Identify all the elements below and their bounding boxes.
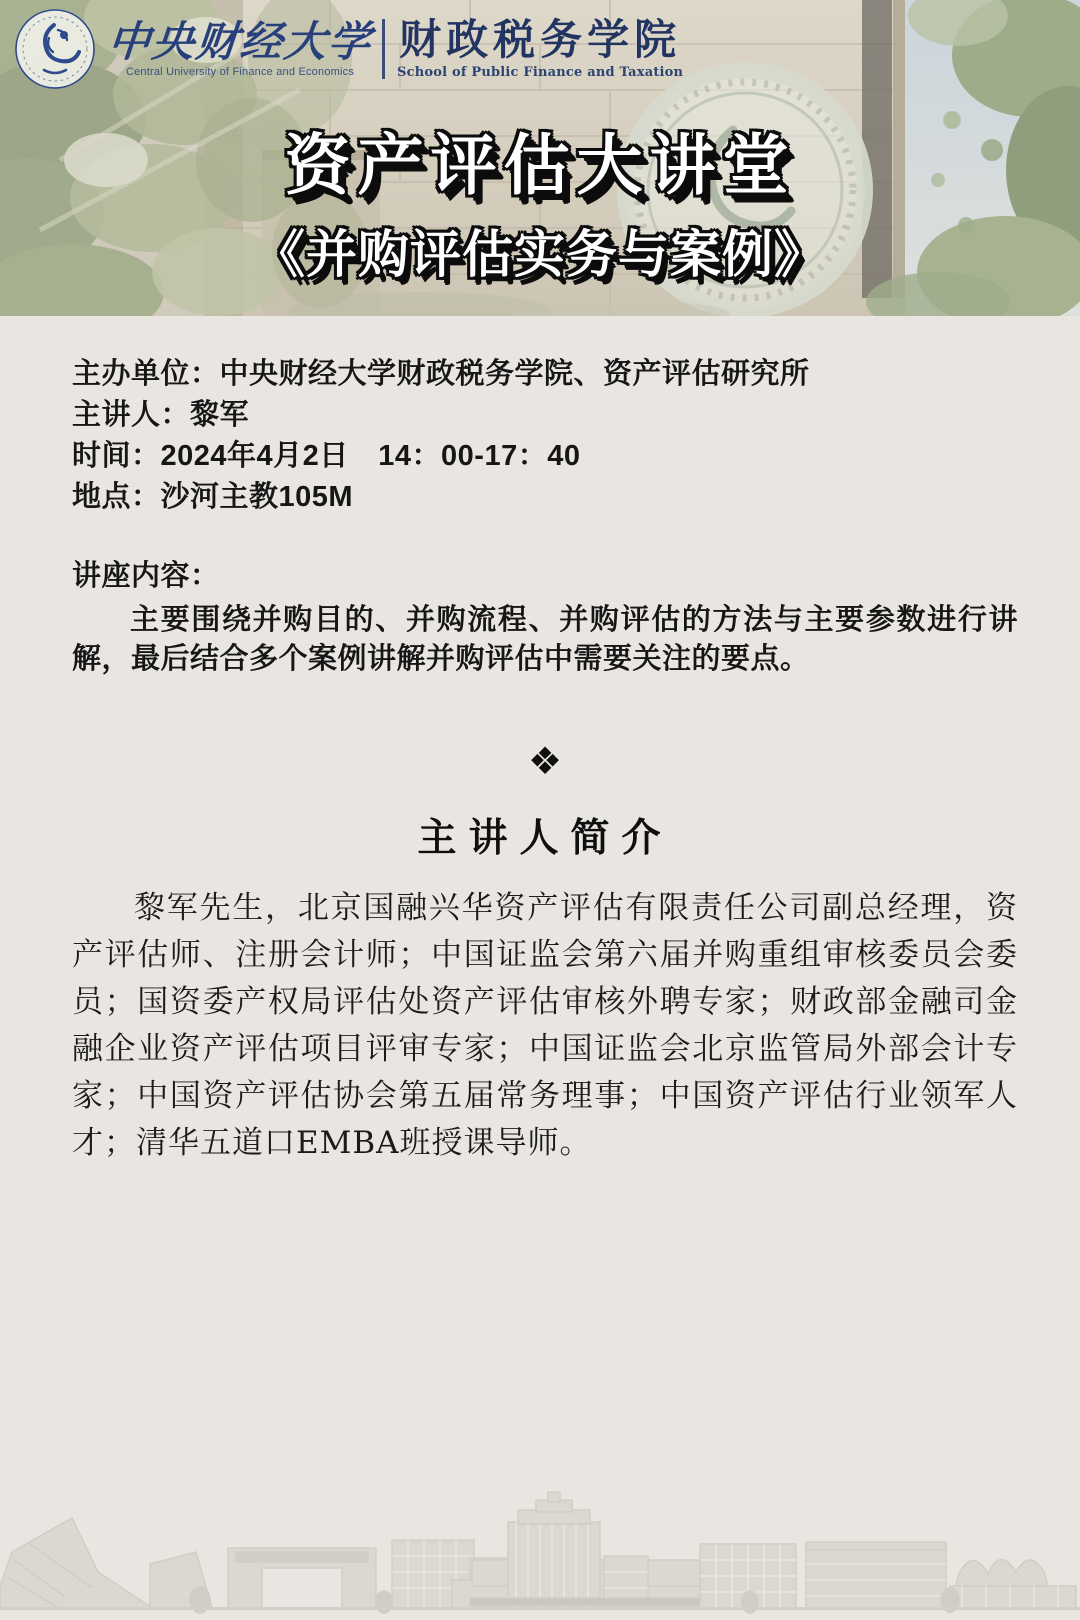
university-name-block xyxy=(105,16,375,79)
info-label: 时间： xyxy=(72,440,161,472)
info-value: 沙河主教105M xyxy=(160,481,354,513)
info-value: 黎军 xyxy=(190,399,250,431)
poster-body xyxy=(0,354,1080,1167)
school-name-cn: 财政税务学院 xyxy=(399,15,682,63)
hero-header xyxy=(0,0,1080,316)
speaker-heading: 主讲人简介 xyxy=(417,815,673,861)
university-seal-logo xyxy=(14,8,96,90)
diamond-ornament-icon: ❖ xyxy=(527,741,563,783)
info-line-speaker xyxy=(72,395,1018,436)
school-name-block xyxy=(397,15,684,81)
info-label: 地点： xyxy=(72,481,161,513)
info-line-organizer xyxy=(72,354,1018,395)
poster-subtitle: 《并购评估实务与案例》 xyxy=(253,226,826,283)
school-name-en: School of Public Finance and Taxation xyxy=(397,65,684,81)
speaker-section xyxy=(72,741,1018,1167)
info-line-location xyxy=(72,477,1018,518)
event-info xyxy=(72,354,1018,518)
brand-divider xyxy=(382,19,385,79)
university-name-en: Central University of Finance and Economics xyxy=(125,66,355,79)
brand-row xyxy=(14,8,683,90)
campus-skyline-watermark xyxy=(0,1460,1080,1620)
speaker-bio: 黎军先生，北京国融兴华资产评估有限责任公司副总经理，资产评估师、注册会计师；中国证监会第六届并购重组审核委员会委员；国资委产权局评估处资产评估审核外聘专家；财政部金融司金融企业资产评估项目评审专家；中国证监会北京监管局外部会计专家；中国资产评估协会第五届常务理事；中国资产评估行业领军人才；清华五道口EMBA班授课导师。 xyxy=(72,890,1018,1161)
lecture-body: 主要围绕并购目的、并购流程、并购评估的方法与主要参数进行讲解，最后结合多个案例讲解并购评估中需要关注的要点。 xyxy=(72,604,1018,675)
info-line-time xyxy=(72,436,1018,477)
info-label: 主讲人： xyxy=(72,399,191,431)
poster-title: 资产评估大讲堂 xyxy=(284,128,796,202)
info-value: 2024年4月2日 14：00-17：40 xyxy=(160,440,581,472)
university-name-cn: 中央财经大学 xyxy=(105,16,375,66)
info-label: 主办单位： xyxy=(72,358,220,390)
info-value: 中央财经大学财政税务学院、资产评估研究所 xyxy=(219,358,810,390)
lecture-content-section xyxy=(72,556,1018,679)
lecture-heading: 讲座内容： xyxy=(72,560,220,592)
